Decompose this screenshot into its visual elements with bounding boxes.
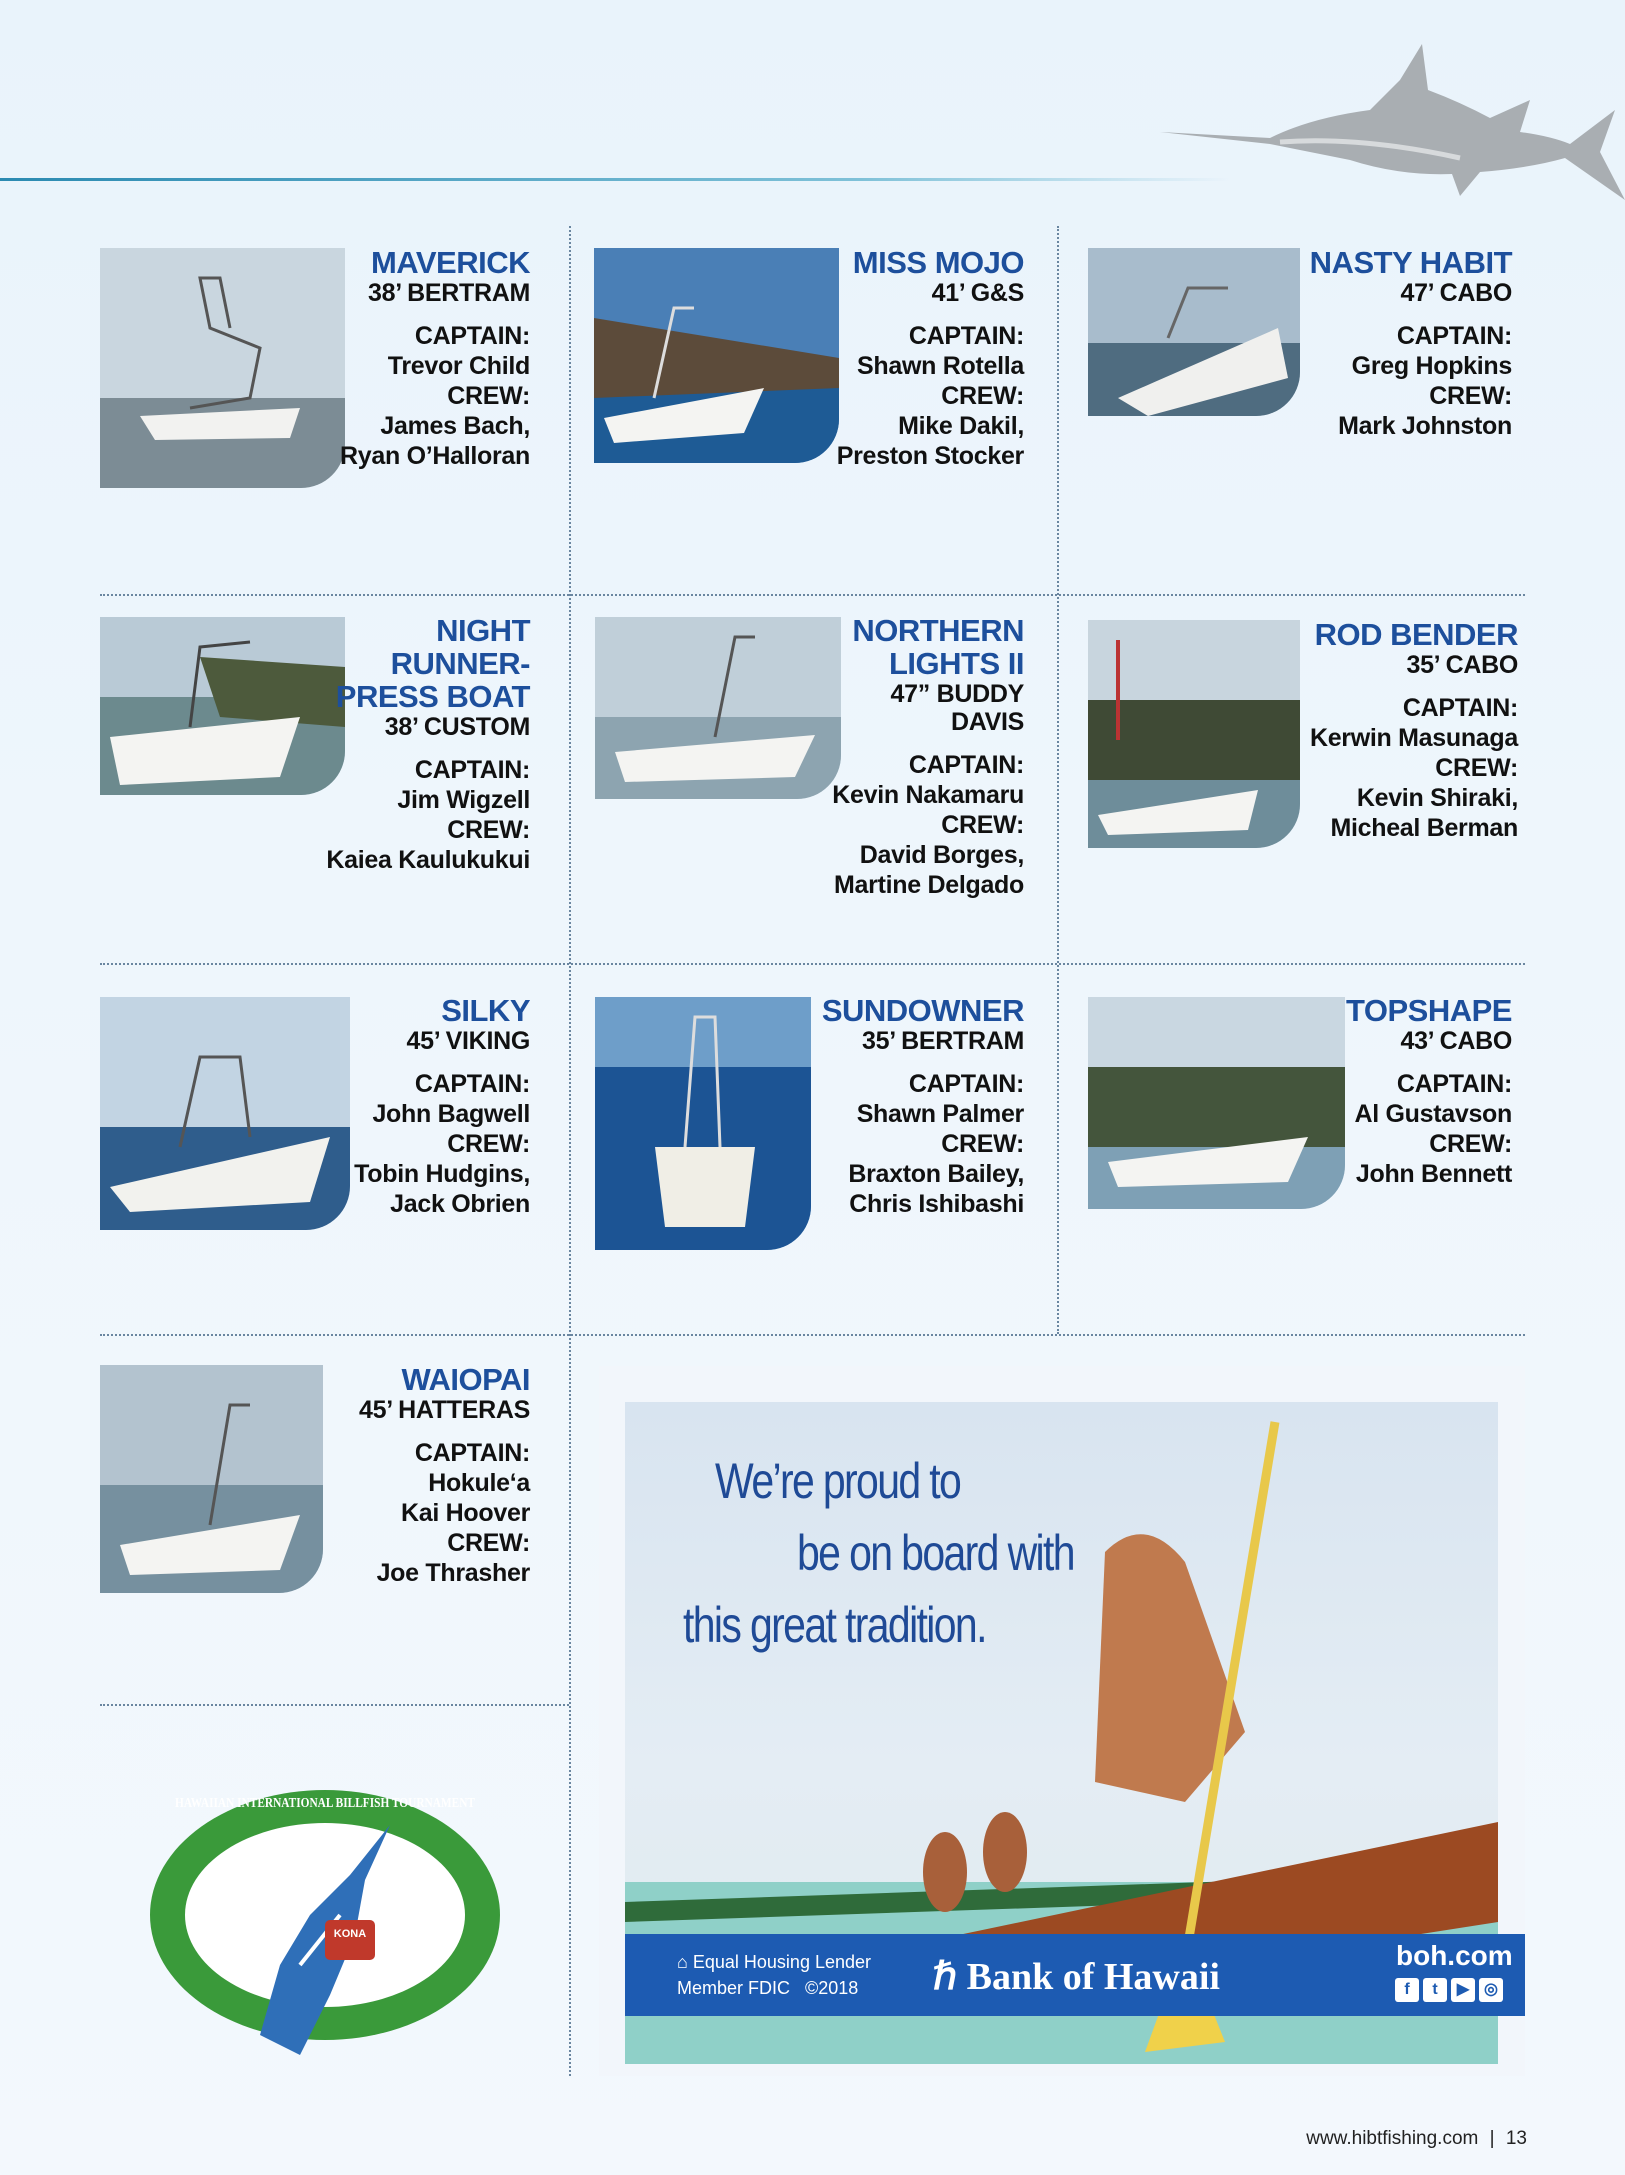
boat-info: [340, 246, 530, 471]
boat-model: 41’ G&S: [931, 279, 1024, 307]
crew-member: David Borges,: [859, 841, 1024, 869]
crew-label: CREW:: [447, 382, 530, 410]
bank-logo: ℏ Bank of Hawaii: [933, 1956, 1220, 1998]
crew-label: CREW:: [447, 1130, 530, 1158]
boat-model: 47’ CABO: [1400, 279, 1512, 307]
boat-model: 45’ VIKING: [406, 1027, 530, 1055]
captain-label: CAPTAIN:: [1396, 322, 1512, 350]
page-number: 13: [1505, 2128, 1527, 2149]
crew-member: Kaiea Kaulukukui: [326, 846, 530, 874]
boat-name: SUNDOWNER: [821, 993, 1024, 1028]
bank-logo-icon: ℏ: [933, 1956, 967, 1998]
footer-separator: |: [1489, 2128, 1495, 2149]
boat-photo: [595, 997, 811, 1250]
crew-label: CREW:: [447, 1529, 530, 1557]
captain-name: Kevin Nakamaru: [832, 781, 1024, 809]
divider: [569, 226, 571, 2076]
boat-info: [837, 246, 1024, 471]
boat-info: [1310, 246, 1512, 441]
crew-member: Martine Delgado: [834, 871, 1024, 899]
youtube-icon[interactable]: ▶: [1451, 1978, 1475, 2002]
crew-label: CREW:: [1435, 754, 1518, 782]
ad-headline-3: this great tradition.: [683, 1597, 986, 1653]
captain-name: Trevor Child: [387, 352, 530, 380]
captain-label: CAPTAIN:: [908, 751, 1024, 779]
ad-footer-bar: [625, 1934, 1525, 2016]
crew-member: John Bennett: [1355, 1160, 1512, 1188]
crew-member: Jack Obrien: [390, 1190, 530, 1218]
boat-info: [326, 614, 530, 875]
boat-info: [832, 614, 1024, 900]
crew-label: CREW:: [941, 811, 1024, 839]
divider: [100, 963, 1525, 965]
crew-label: CREW:: [447, 816, 530, 844]
crew-member: Joe Thrasher: [376, 1559, 530, 1587]
bank-ad: [599, 1366, 1525, 2076]
boat-name: NASTY HABIT: [1309, 245, 1512, 280]
member-fdic-text: Member FDIC ©2018: [677, 1978, 859, 1998]
boat-photo: [100, 997, 350, 1230]
boat-name: TOPSHAPE: [1346, 993, 1512, 1028]
captain-name: Shawn Rotella: [857, 352, 1024, 380]
divider: [100, 594, 1525, 596]
boat-photo: [1088, 248, 1300, 416]
crew-member: Tobin Hudgins,: [354, 1160, 530, 1188]
captain-label: CAPTAIN:: [908, 1070, 1024, 1098]
boat-model: 43’ CABO: [1400, 1027, 1512, 1055]
house-icon: ⌂: [677, 1952, 693, 1972]
crew-label: CREW:: [941, 382, 1024, 410]
boat-info: [359, 1363, 530, 1588]
facebook-icon[interactable]: f: [1395, 1978, 1419, 2002]
captain-name: Shawn Palmer: [856, 1100, 1024, 1128]
boat-photo: [100, 1365, 323, 1593]
crew-member: Mike Dakil,: [898, 412, 1024, 440]
boat-name: SILKY: [441, 993, 530, 1028]
boat-name: WAIOPAI: [401, 1362, 530, 1397]
header-rule: [0, 178, 1230, 181]
captain-label: CAPTAIN:: [908, 322, 1024, 350]
ad-headline-2: be on board with: [797, 1525, 1074, 1581]
boat-info: [1346, 994, 1512, 1189]
boat-model: 47” BUDDY DAVIS: [890, 680, 1024, 736]
tournament-logo: [140, 1765, 510, 2055]
crew-member: James Bach,: [380, 412, 530, 440]
ad-headline-1: We’re proud to: [715, 1453, 961, 1509]
boat-model: 45’ HATTERAS: [359, 1396, 530, 1424]
captain-name: John Bagwell: [372, 1100, 530, 1128]
captain-name: Hokule‘a Kai Hoover: [401, 1469, 530, 1527]
captain-label: CAPTAIN:: [414, 756, 530, 784]
ad-website[interactable]: boh.com: [1396, 1940, 1513, 1971]
divider: [100, 1704, 569, 1706]
divider: [100, 1334, 1525, 1336]
boat-info: [822, 994, 1024, 1219]
boat-model: 38’ BERTRAM: [367, 279, 530, 307]
boat-info: [354, 994, 530, 1219]
boat-photo: [1088, 997, 1345, 1209]
divider: [1057, 226, 1059, 1334]
boat-photo: [1088, 620, 1300, 848]
twitter-icon[interactable]: t: [1423, 1978, 1447, 2002]
captain-name: Greg Hopkins: [1351, 352, 1512, 380]
captain-label: CAPTAIN:: [414, 322, 530, 350]
crew-member: Ryan O’Halloran: [340, 442, 530, 470]
marlin-silhouette: [1160, 40, 1625, 210]
logo-badge-text: KONA: [333, 1928, 367, 1940]
crew-member: Preston Stocker: [836, 442, 1024, 470]
captain-label: CAPTAIN:: [1396, 1070, 1512, 1098]
boat-name: NORTHERN LIGHTS II: [852, 613, 1024, 681]
boat-model: 35’ CABO: [1406, 651, 1518, 679]
crew-member: Braxton Bailey,: [848, 1160, 1024, 1188]
boat-name: MAVERICK: [370, 245, 530, 280]
captain-name: Al Gustavson: [1354, 1100, 1512, 1128]
footer-url[interactable]: www.hibtfishing.com: [1306, 2128, 1479, 2149]
crew-label: CREW:: [941, 1130, 1024, 1158]
captain-name: Jim Wigzell: [397, 786, 530, 814]
crew-member: Chris Ishibashi: [849, 1190, 1024, 1218]
crew-member: Mark Johnston: [1338, 412, 1512, 440]
boat-info: [1310, 618, 1518, 843]
crew-label: CREW:: [1429, 1130, 1512, 1158]
boat-model: 35’ BERTRAM: [861, 1027, 1024, 1055]
page-footer: [1306, 2128, 1527, 2150]
boat-photo: [594, 248, 839, 463]
crew-member: Micheal Berman: [1330, 814, 1518, 842]
captain-label: CAPTAIN:: [414, 1439, 530, 1467]
captain-label: CAPTAIN:: [1402, 694, 1518, 722]
captain-label: CAPTAIN:: [414, 1070, 530, 1098]
equal-housing-text: ⌂ Equal Housing Lender: [677, 1952, 872, 1972]
captain-name: Kerwin Masunaga: [1309, 724, 1518, 752]
crew-member: Kevin Shiraki,: [1356, 784, 1518, 812]
boat-photo: [100, 617, 345, 795]
instagram-icon[interactable]: ◎: [1479, 1978, 1503, 2002]
crew-label: CREW:: [1429, 382, 1512, 410]
boat-photo: [595, 617, 841, 799]
logo-arc-text: HAWAIIAN INTERNATIONAL BILLFISH TOURNAMENT: [175, 1796, 476, 1811]
boat-name: NIGHT RUNNER- PRESS BOAT: [335, 613, 530, 714]
boat-model: 38’ CUSTOM: [384, 713, 530, 741]
boat-name: MISS MOJO: [852, 245, 1024, 280]
boat-name: ROD BENDER: [1314, 617, 1518, 652]
boat-photo: [100, 248, 345, 488]
